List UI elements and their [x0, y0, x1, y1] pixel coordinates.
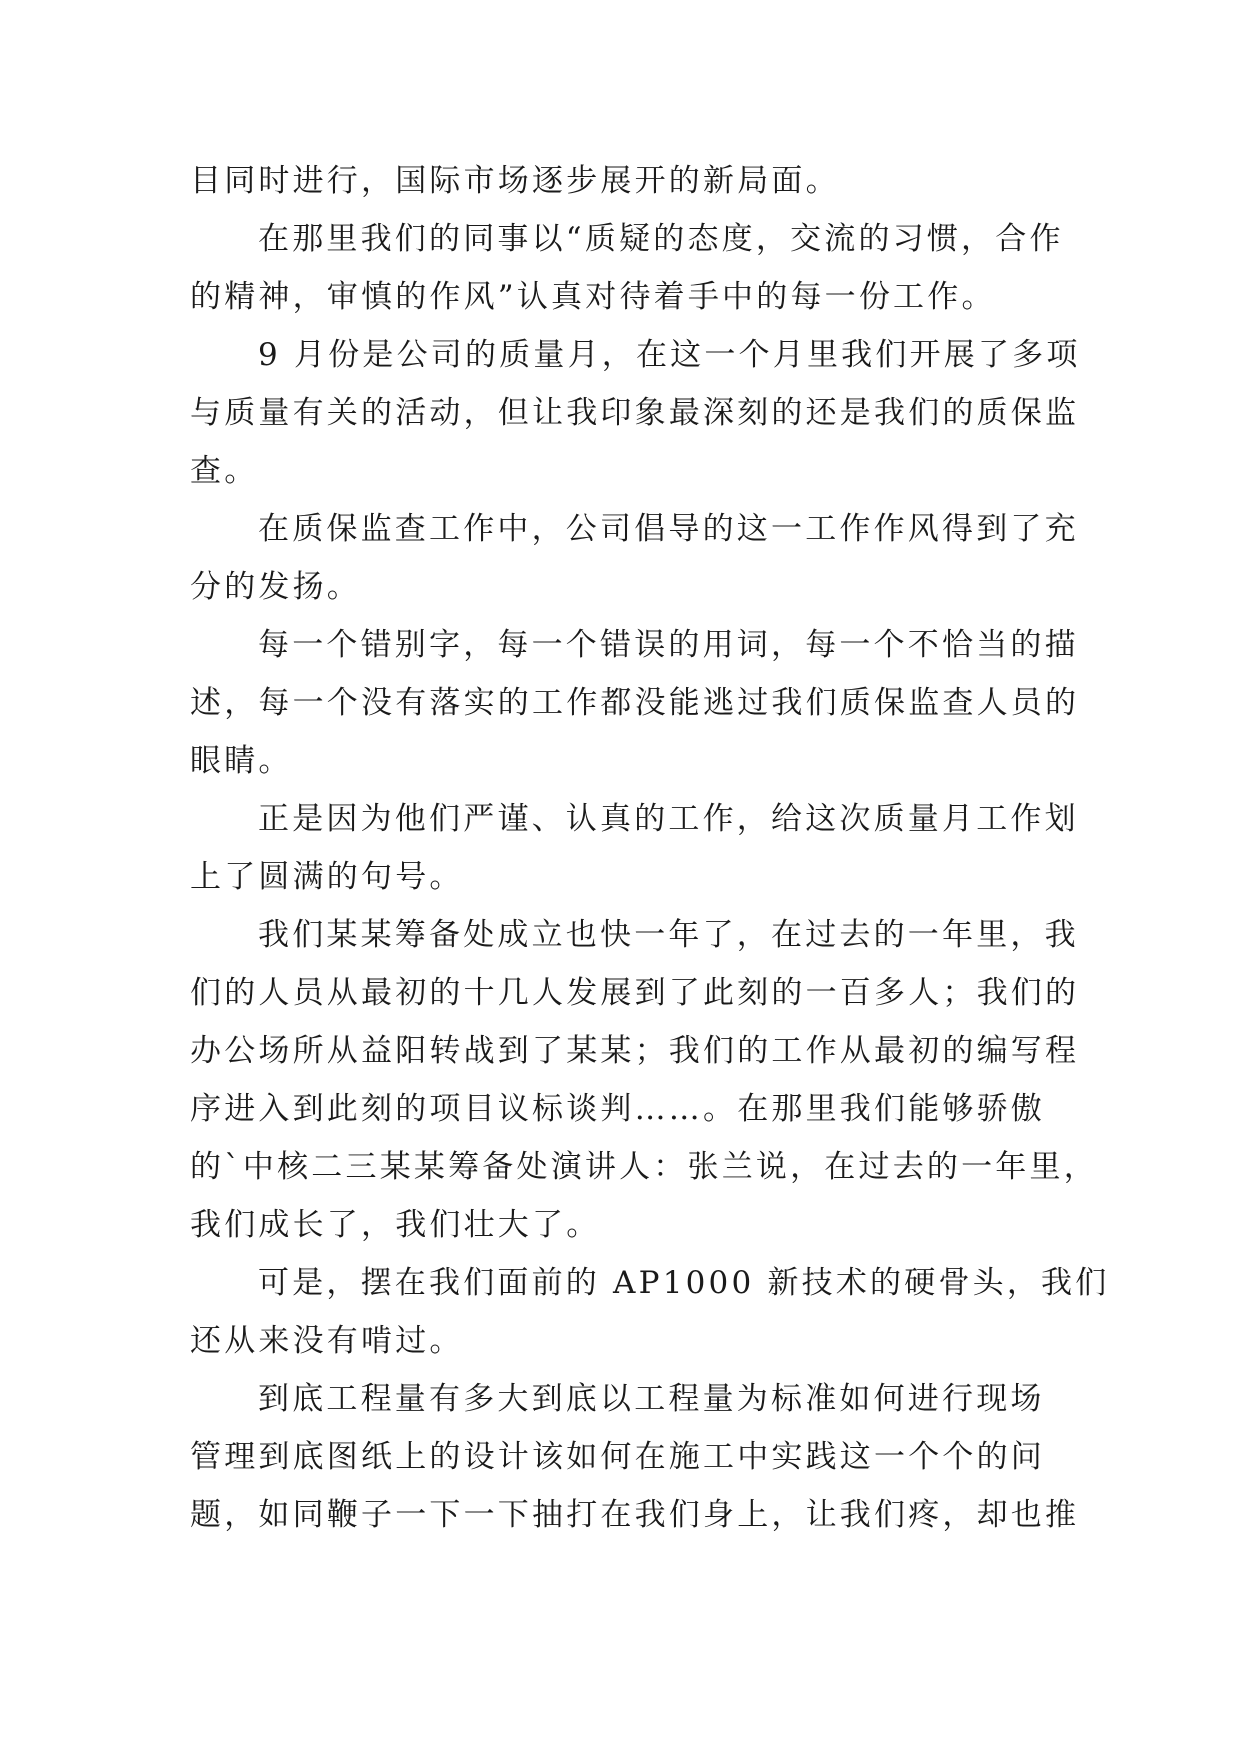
paragraph-1 — [190, 152, 1060, 210]
text-line: 我们成长了，我们壮大了。 — [190, 1207, 601, 1243]
text-line: 9 月份是公司的质量月，在这一个月里我们开展了多项 — [258, 337, 1081, 373]
paragraph-8 — [190, 1254, 1110, 1370]
text-line: 在质保监查工作中，公司倡导的这一工作作风得到了充 — [258, 511, 1079, 547]
text-line: 管理到底图纸上的设计该如何在施工中实践这一个个的问 — [190, 1439, 1045, 1475]
text-line: 到底工程量有多大到底以工程量为标准如何进行现场 — [258, 1381, 1045, 1417]
paragraph-6 — [190, 790, 1079, 906]
paragraph-2 — [190, 210, 1064, 326]
text-line: 在那里我们的同事以“质疑的态度，交流的习惯，合作 — [258, 221, 1064, 257]
text-line: 还从来没有啃过。 — [190, 1323, 464, 1359]
text-line: 查。 — [190, 453, 259, 489]
text-line: 目同时进行，国际市场逐步展开的新局面。 — [190, 163, 840, 199]
paragraph-3 — [190, 326, 1081, 500]
text-line: 眼睛。 — [190, 743, 293, 779]
paragraph-5 — [190, 616, 1080, 790]
text-line: 办公场所从益阳转战到了某某；我们的工作从最初的编写程 — [190, 1033, 1080, 1069]
text-line: 的`中核二三某某筹备处演讲人：张兰说，在过去的一年里， — [190, 1149, 1098, 1185]
text-line: 我们某某筹备处成立也快一年了，在过去的一年里，我 — [258, 917, 1079, 953]
text-line: 们的人员从最初的十几人发展到了此刻的一百多人；我们的 — [190, 975, 1080, 1011]
document-body — [190, 152, 1110, 1544]
paragraph-9 — [190, 1370, 1080, 1544]
text-line: 的精神，审慎的作风”认真对待着手中的每一份工作。 — [190, 279, 996, 315]
paragraph-7 — [190, 906, 1098, 1254]
paragraph-4 — [190, 500, 1079, 616]
text-line: 正是因为他们严谨、认真的工作，给这次质量月工作划 — [258, 801, 1079, 837]
text-line: 分的发扬。 — [190, 569, 361, 605]
text-line: 每一个错别字，每一个错误的用词，每一个不恰当的描 — [258, 627, 1079, 663]
text-line: 与质量有关的活动，但让我印象最深刻的还是我们的质保监 — [190, 395, 1080, 431]
text-line: 题，如同鞭子一下一下抽打在我们身上，让我们疼，却也推 — [190, 1497, 1080, 1533]
text-line: 序进入到此刻的项目议标谈判……。在那里我们能够骄傲 — [190, 1091, 1045, 1127]
text-line: 可是，摆在我们面前的 AP1000 新技术的硬骨头，我们 — [258, 1265, 1110, 1301]
text-line: 上了圆满的句号。 — [190, 859, 464, 895]
text-line: 述，每一个没有落实的工作都没能逃过我们质保监查人员的 — [190, 685, 1080, 721]
